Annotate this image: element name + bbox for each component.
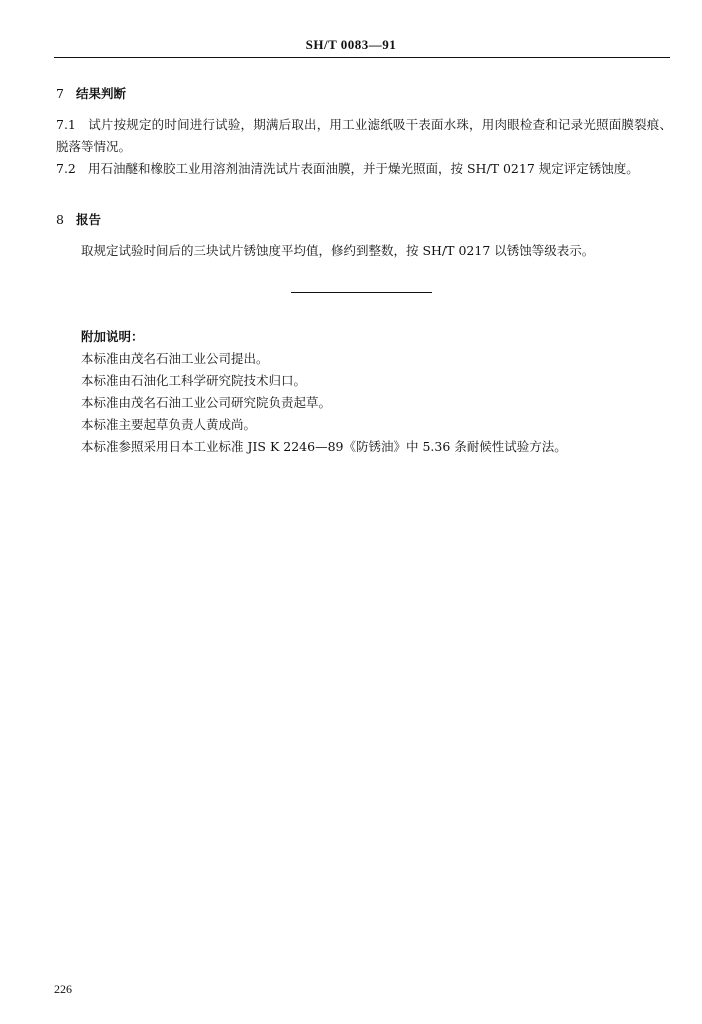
header-rule	[54, 57, 670, 58]
section-8-number: 8	[56, 212, 64, 227]
end-of-text-rule	[291, 292, 432, 293]
notes-line: 本标准主要起草负责人黄成尚。	[81, 417, 257, 432]
section-8-title: 报告	[76, 212, 102, 227]
paragraph-7-2-text: 用石油醚和橡胶工业用溶剂油清洗试片表面油膜，并于燥光照面，按 SH/T 0217 规定评定锈蚀度。	[88, 161, 639, 176]
paragraph-7-1-number: 7.1	[56, 117, 76, 132]
section-8-heading	[56, 210, 101, 228]
section-7-number: 7	[56, 86, 64, 101]
notes-line: 本标准由石油化工科学研究院技术归口。	[81, 373, 307, 388]
paragraph-7-1	[56, 114, 672, 158]
additional-notes	[81, 326, 672, 458]
paragraph-7-1-text: 试片按规定的时间进行试验，期满后取出，用工业滤纸吸干表面水珠，用肉眼检查和记录光照面膜裂痕、脱落等情况。	[56, 117, 672, 154]
notes-line: 本标准由茂名石油工业公司研究院负责起草。	[81, 395, 332, 410]
notes-title: 附加说明：	[81, 329, 144, 344]
notes-line: 本标准由茂名石油工业公司提出。	[81, 351, 269, 366]
paragraph-7-2	[56, 158, 672, 180]
paragraph-7-2-number: 7.2	[56, 161, 76, 176]
section-7-title: 结果判断	[76, 86, 127, 101]
standard-code-header: SH/T 0083—91	[305, 37, 397, 52]
page-number: 226	[54, 982, 72, 996]
section-8-text: 取规定试验时间后的三块试片锈蚀度平均值，修约到整数，按 SH/T 0217 以锈蚀等级表示。	[81, 243, 595, 258]
notes-line: 本标准参照采用日本工业标准 JIS K 2246—89《防锈油》中 5.36 条耐候性试验方法。	[81, 439, 567, 454]
section-7-heading	[56, 84, 126, 102]
